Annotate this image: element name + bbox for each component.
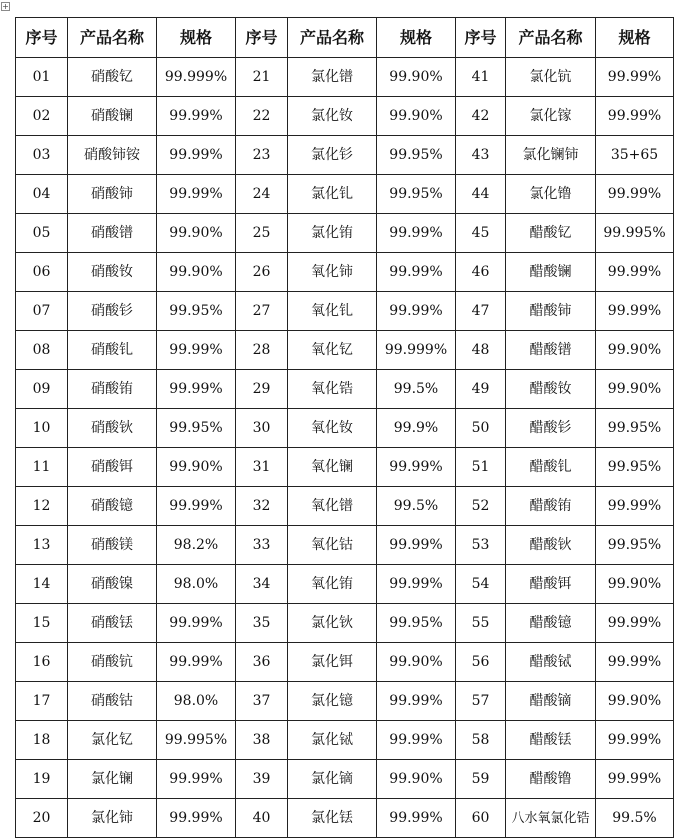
spec-cell: 99.90% <box>157 448 236 487</box>
spec-cell: 99.90% <box>157 253 236 292</box>
spec-cell: 99.999% <box>157 58 236 97</box>
header-product-name-2: 产品名称 <box>288 18 377 58</box>
spec-cell: 99.99% <box>377 292 456 331</box>
spec-cell: 99.95% <box>377 604 456 643</box>
product-name-cell: 醋酸铈 <box>506 292 596 331</box>
serial-cell: 27 <box>236 292 288 331</box>
product-name-cell: 氯化钕 <box>288 97 377 136</box>
serial-cell: 24 <box>236 175 288 214</box>
spec-cell: 99.99% <box>596 487 674 526</box>
table-body <box>16 58 674 838</box>
spec-cell: 99.95% <box>377 175 456 214</box>
product-name-cell: 硝酸铒 <box>68 448 157 487</box>
spec-cell: 99.95% <box>157 409 236 448</box>
serial-cell: 25 <box>236 214 288 253</box>
product-name-cell: 氯化镥 <box>506 175 596 214</box>
spec-cell: 99.95% <box>377 136 456 175</box>
serial-cell: 41 <box>456 58 506 97</box>
product-name-cell: 醋酸铕 <box>506 487 596 526</box>
serial-cell: 32 <box>236 487 288 526</box>
serial-cell: 04 <box>16 175 68 214</box>
serial-cell: 22 <box>236 97 288 136</box>
product-name-cell: 硝酸镱 <box>68 487 157 526</box>
product-name-cell: 硝酸铥 <box>68 604 157 643</box>
spec-cell: 98.0% <box>157 682 236 721</box>
serial-cell: 19 <box>16 760 68 799</box>
serial-cell: 44 <box>456 175 506 214</box>
spec-cell: 99.90% <box>596 370 674 409</box>
serial-cell: 14 <box>16 565 68 604</box>
serial-cell: 30 <box>236 409 288 448</box>
serial-cell: 05 <box>16 214 68 253</box>
serial-cell: 51 <box>456 448 506 487</box>
product-name-cell: 硝酸钴 <box>68 682 157 721</box>
table-row <box>16 175 674 214</box>
product-name-cell: 硝酸钬 <box>68 409 157 448</box>
product-name-cell: 硝酸钪 <box>68 643 157 682</box>
product-name-cell: 八水氧氯化锆 <box>506 799 596 838</box>
serial-cell: 06 <box>16 253 68 292</box>
serial-cell: 10 <box>16 409 68 448</box>
spec-cell: 99.99% <box>596 97 674 136</box>
serial-cell: 43 <box>456 136 506 175</box>
serial-cell: 11 <box>16 448 68 487</box>
spec-cell: 99.90% <box>596 565 674 604</box>
spec-cell: 99.99% <box>377 682 456 721</box>
spec-cell: 99.5% <box>377 487 456 526</box>
spec-cell: 99.99% <box>596 604 674 643</box>
spec-cell: 99.99% <box>596 643 674 682</box>
product-name-cell: 硝酸钆 <box>68 331 157 370</box>
serial-cell: 59 <box>456 760 506 799</box>
table-row <box>16 136 674 175</box>
product-name-cell: 氯化镝 <box>288 760 377 799</box>
serial-cell: 55 <box>456 604 506 643</box>
product-name-cell: 氧化钆 <box>288 292 377 331</box>
table-row <box>16 487 674 526</box>
serial-cell: 09 <box>16 370 68 409</box>
header-spec-3: 规格 <box>596 18 674 58</box>
product-name-cell: 氧化锆 <box>288 370 377 409</box>
product-name-cell: 醋酸铒 <box>506 565 596 604</box>
serial-cell: 31 <box>236 448 288 487</box>
serial-cell: 36 <box>236 643 288 682</box>
spec-cell: 99.99% <box>377 799 456 838</box>
table-row <box>16 682 674 721</box>
spec-cell: 99.99% <box>377 526 456 565</box>
product-name-cell: 氯化钐 <box>288 136 377 175</box>
serial-cell: 50 <box>456 409 506 448</box>
spec-cell: 99.995% <box>596 214 674 253</box>
table-row <box>16 97 674 136</box>
spec-cell: 99.99% <box>377 214 456 253</box>
header-serial-2: 序号 <box>236 18 288 58</box>
spec-cell: 99.90% <box>377 58 456 97</box>
product-name-cell: 醋酸镧 <box>506 253 596 292</box>
header-serial-3: 序号 <box>456 18 506 58</box>
spec-cell: 99.99% <box>377 721 456 760</box>
serial-cell: 26 <box>236 253 288 292</box>
serial-cell: 40 <box>236 799 288 838</box>
spec-cell: 99.99% <box>596 292 674 331</box>
product-name-cell: 氯化钇 <box>68 721 157 760</box>
product-name-cell: 氯化镧铈 <box>506 136 596 175</box>
serial-cell: 42 <box>456 97 506 136</box>
product-name-cell: 醋酸镝 <box>506 682 596 721</box>
product-name-cell: 氯化钬 <box>288 604 377 643</box>
table-row <box>16 370 674 409</box>
table-row <box>16 58 674 97</box>
product-name-cell: 醋酸镨 <box>506 331 596 370</box>
spec-cell: 99.99% <box>596 175 674 214</box>
serial-cell: 28 <box>236 331 288 370</box>
product-name-cell: 氯化钪 <box>506 58 596 97</box>
header-product-name-3: 产品名称 <box>506 18 596 58</box>
spec-cell: 99.99% <box>157 604 236 643</box>
serial-cell: 60 <box>456 799 506 838</box>
spec-cell: 99.995% <box>157 721 236 760</box>
spec-cell: 35+65 <box>596 136 674 175</box>
product-name-cell: 醋酸钆 <box>506 448 596 487</box>
table-row <box>16 331 674 370</box>
header-product-name-1: 产品名称 <box>68 18 157 58</box>
spec-cell: 99.99% <box>157 760 236 799</box>
table-row <box>16 409 674 448</box>
product-name-cell: 氧化镨 <box>288 487 377 526</box>
product-name-cell: 硝酸钐 <box>68 292 157 331</box>
product-name-cell: 氧化铕 <box>288 565 377 604</box>
spec-cell: 99.90% <box>596 682 674 721</box>
table-row <box>16 253 674 292</box>
spec-cell: 99.90% <box>377 643 456 682</box>
serial-cell: 12 <box>16 487 68 526</box>
serial-cell: 29 <box>236 370 288 409</box>
serial-cell: 53 <box>456 526 506 565</box>
product-name-cell: 醋酸铥 <box>506 721 596 760</box>
serial-cell: 49 <box>456 370 506 409</box>
product-name-cell: 硝酸镁 <box>68 526 157 565</box>
spec-cell: 99.99% <box>157 136 236 175</box>
product-name-cell: 醋酸钕 <box>506 370 596 409</box>
serial-cell: 33 <box>236 526 288 565</box>
product-name-cell: 氯化镧 <box>68 760 157 799</box>
header-spec-2: 规格 <box>377 18 456 58</box>
serial-cell: 20 <box>16 799 68 838</box>
spec-cell: 99.99% <box>377 448 456 487</box>
spec-cell: 99.99% <box>596 760 674 799</box>
table-row <box>16 526 674 565</box>
spec-cell: 99.90% <box>377 97 456 136</box>
spec-cell: 99.95% <box>596 409 674 448</box>
serial-cell: 56 <box>456 643 506 682</box>
product-name-cell: 醋酸镱 <box>506 604 596 643</box>
spec-cell: 99.95% <box>157 292 236 331</box>
serial-cell: 46 <box>456 253 506 292</box>
spec-cell: 99.99% <box>157 370 236 409</box>
serial-cell: 21 <box>236 58 288 97</box>
spec-cell: 99.90% <box>596 331 674 370</box>
serial-cell: 17 <box>16 682 68 721</box>
spec-cell: 99.99% <box>157 331 236 370</box>
spec-cell: 98.2% <box>157 526 236 565</box>
table-row <box>16 604 674 643</box>
product-name-cell: 氧化钇 <box>288 331 377 370</box>
product-name-cell: 硝酸铕 <box>68 370 157 409</box>
product-name-cell: 醋酸镥 <box>506 760 596 799</box>
serial-cell: 48 <box>456 331 506 370</box>
spec-cell: 99.95% <box>596 526 674 565</box>
spec-cell: 99.99% <box>157 175 236 214</box>
spec-cell: 99.99% <box>157 487 236 526</box>
serial-cell: 01 <box>16 58 68 97</box>
product-name-cell: 硝酸钕 <box>68 253 157 292</box>
product-name-cell: 氯化镱 <box>288 682 377 721</box>
serial-cell: 58 <box>456 721 506 760</box>
product-name-cell: 硝酸铈 <box>68 175 157 214</box>
spec-cell: 99.99% <box>377 253 456 292</box>
table-row <box>16 448 674 487</box>
table-row <box>16 721 674 760</box>
serial-cell: 45 <box>456 214 506 253</box>
spec-cell: 99.99% <box>596 721 674 760</box>
product-name-cell: 硝酸镧 <box>68 97 157 136</box>
product-name-cell: 氯化铥 <box>288 799 377 838</box>
serial-cell: 57 <box>456 682 506 721</box>
product-name-cell: 氧化钕 <box>288 409 377 448</box>
product-name-cell: 氯化镓 <box>506 97 596 136</box>
product-name-cell: 氯化铈 <box>68 799 157 838</box>
spec-cell: 99.999% <box>377 331 456 370</box>
product-name-cell: 氧化铈 <box>288 253 377 292</box>
product-name-cell: 氯化铕 <box>288 214 377 253</box>
product-name-cell: 氧化钴 <box>288 526 377 565</box>
serial-cell: 15 <box>16 604 68 643</box>
spec-cell: 99.99% <box>596 58 674 97</box>
product-name-cell: 氯化钆 <box>288 175 377 214</box>
spec-cell: 99.5% <box>377 370 456 409</box>
table-row <box>16 565 674 604</box>
table-row <box>16 643 674 682</box>
spec-cell: 99.5% <box>596 799 674 838</box>
product-name-cell: 醋酸钇 <box>506 214 596 253</box>
serial-cell: 13 <box>16 526 68 565</box>
product-name-cell: 硝酸钇 <box>68 58 157 97</box>
serial-cell: 52 <box>456 487 506 526</box>
serial-cell: 35 <box>236 604 288 643</box>
serial-cell: 23 <box>236 136 288 175</box>
product-name-cell: 醋酸铽 <box>506 643 596 682</box>
serial-cell: 54 <box>456 565 506 604</box>
serial-cell: 02 <box>16 97 68 136</box>
serial-cell: 08 <box>16 331 68 370</box>
serial-cell: 39 <box>236 760 288 799</box>
serial-cell: 18 <box>16 721 68 760</box>
spec-cell: 99.99% <box>157 97 236 136</box>
product-name-cell: 硝酸镍 <box>68 565 157 604</box>
spec-cell: 99.99% <box>157 799 236 838</box>
spec-cell: 99.9% <box>377 409 456 448</box>
table-row <box>16 214 674 253</box>
product-name-cell: 氯化铒 <box>288 643 377 682</box>
spec-cell: 99.90% <box>377 760 456 799</box>
serial-cell: 38 <box>236 721 288 760</box>
spec-cell: 98.0% <box>157 565 236 604</box>
product-name-cell: 硝酸镨 <box>68 214 157 253</box>
serial-cell: 34 <box>236 565 288 604</box>
product-spec-table <box>15 17 674 838</box>
table-row <box>16 760 674 799</box>
serial-cell: 16 <box>16 643 68 682</box>
product-name-cell: 氯化铽 <box>288 721 377 760</box>
product-name-cell: 氧化镧 <box>288 448 377 487</box>
product-name-cell: 硝酸铈铵 <box>68 136 157 175</box>
serial-cell: 07 <box>16 292 68 331</box>
spec-cell: 99.99% <box>377 565 456 604</box>
product-name-cell: 氯化镨 <box>288 58 377 97</box>
serial-cell: 47 <box>456 292 506 331</box>
header-serial-1: 序号 <box>16 18 68 58</box>
product-name-cell: 醋酸钬 <box>506 526 596 565</box>
product-name-cell: 醋酸钐 <box>506 409 596 448</box>
spec-cell: 99.99% <box>596 253 674 292</box>
spec-cell: 99.90% <box>157 214 236 253</box>
header-row <box>16 18 674 58</box>
serial-cell: 37 <box>236 682 288 721</box>
table-move-handle-icon[interactable]: + <box>2 2 9 11</box>
header-spec-1: 规格 <box>157 18 236 58</box>
table-row <box>16 292 674 331</box>
serial-cell: 03 <box>16 136 68 175</box>
spec-cell: 99.99% <box>157 643 236 682</box>
spec-cell: 99.95% <box>596 448 674 487</box>
